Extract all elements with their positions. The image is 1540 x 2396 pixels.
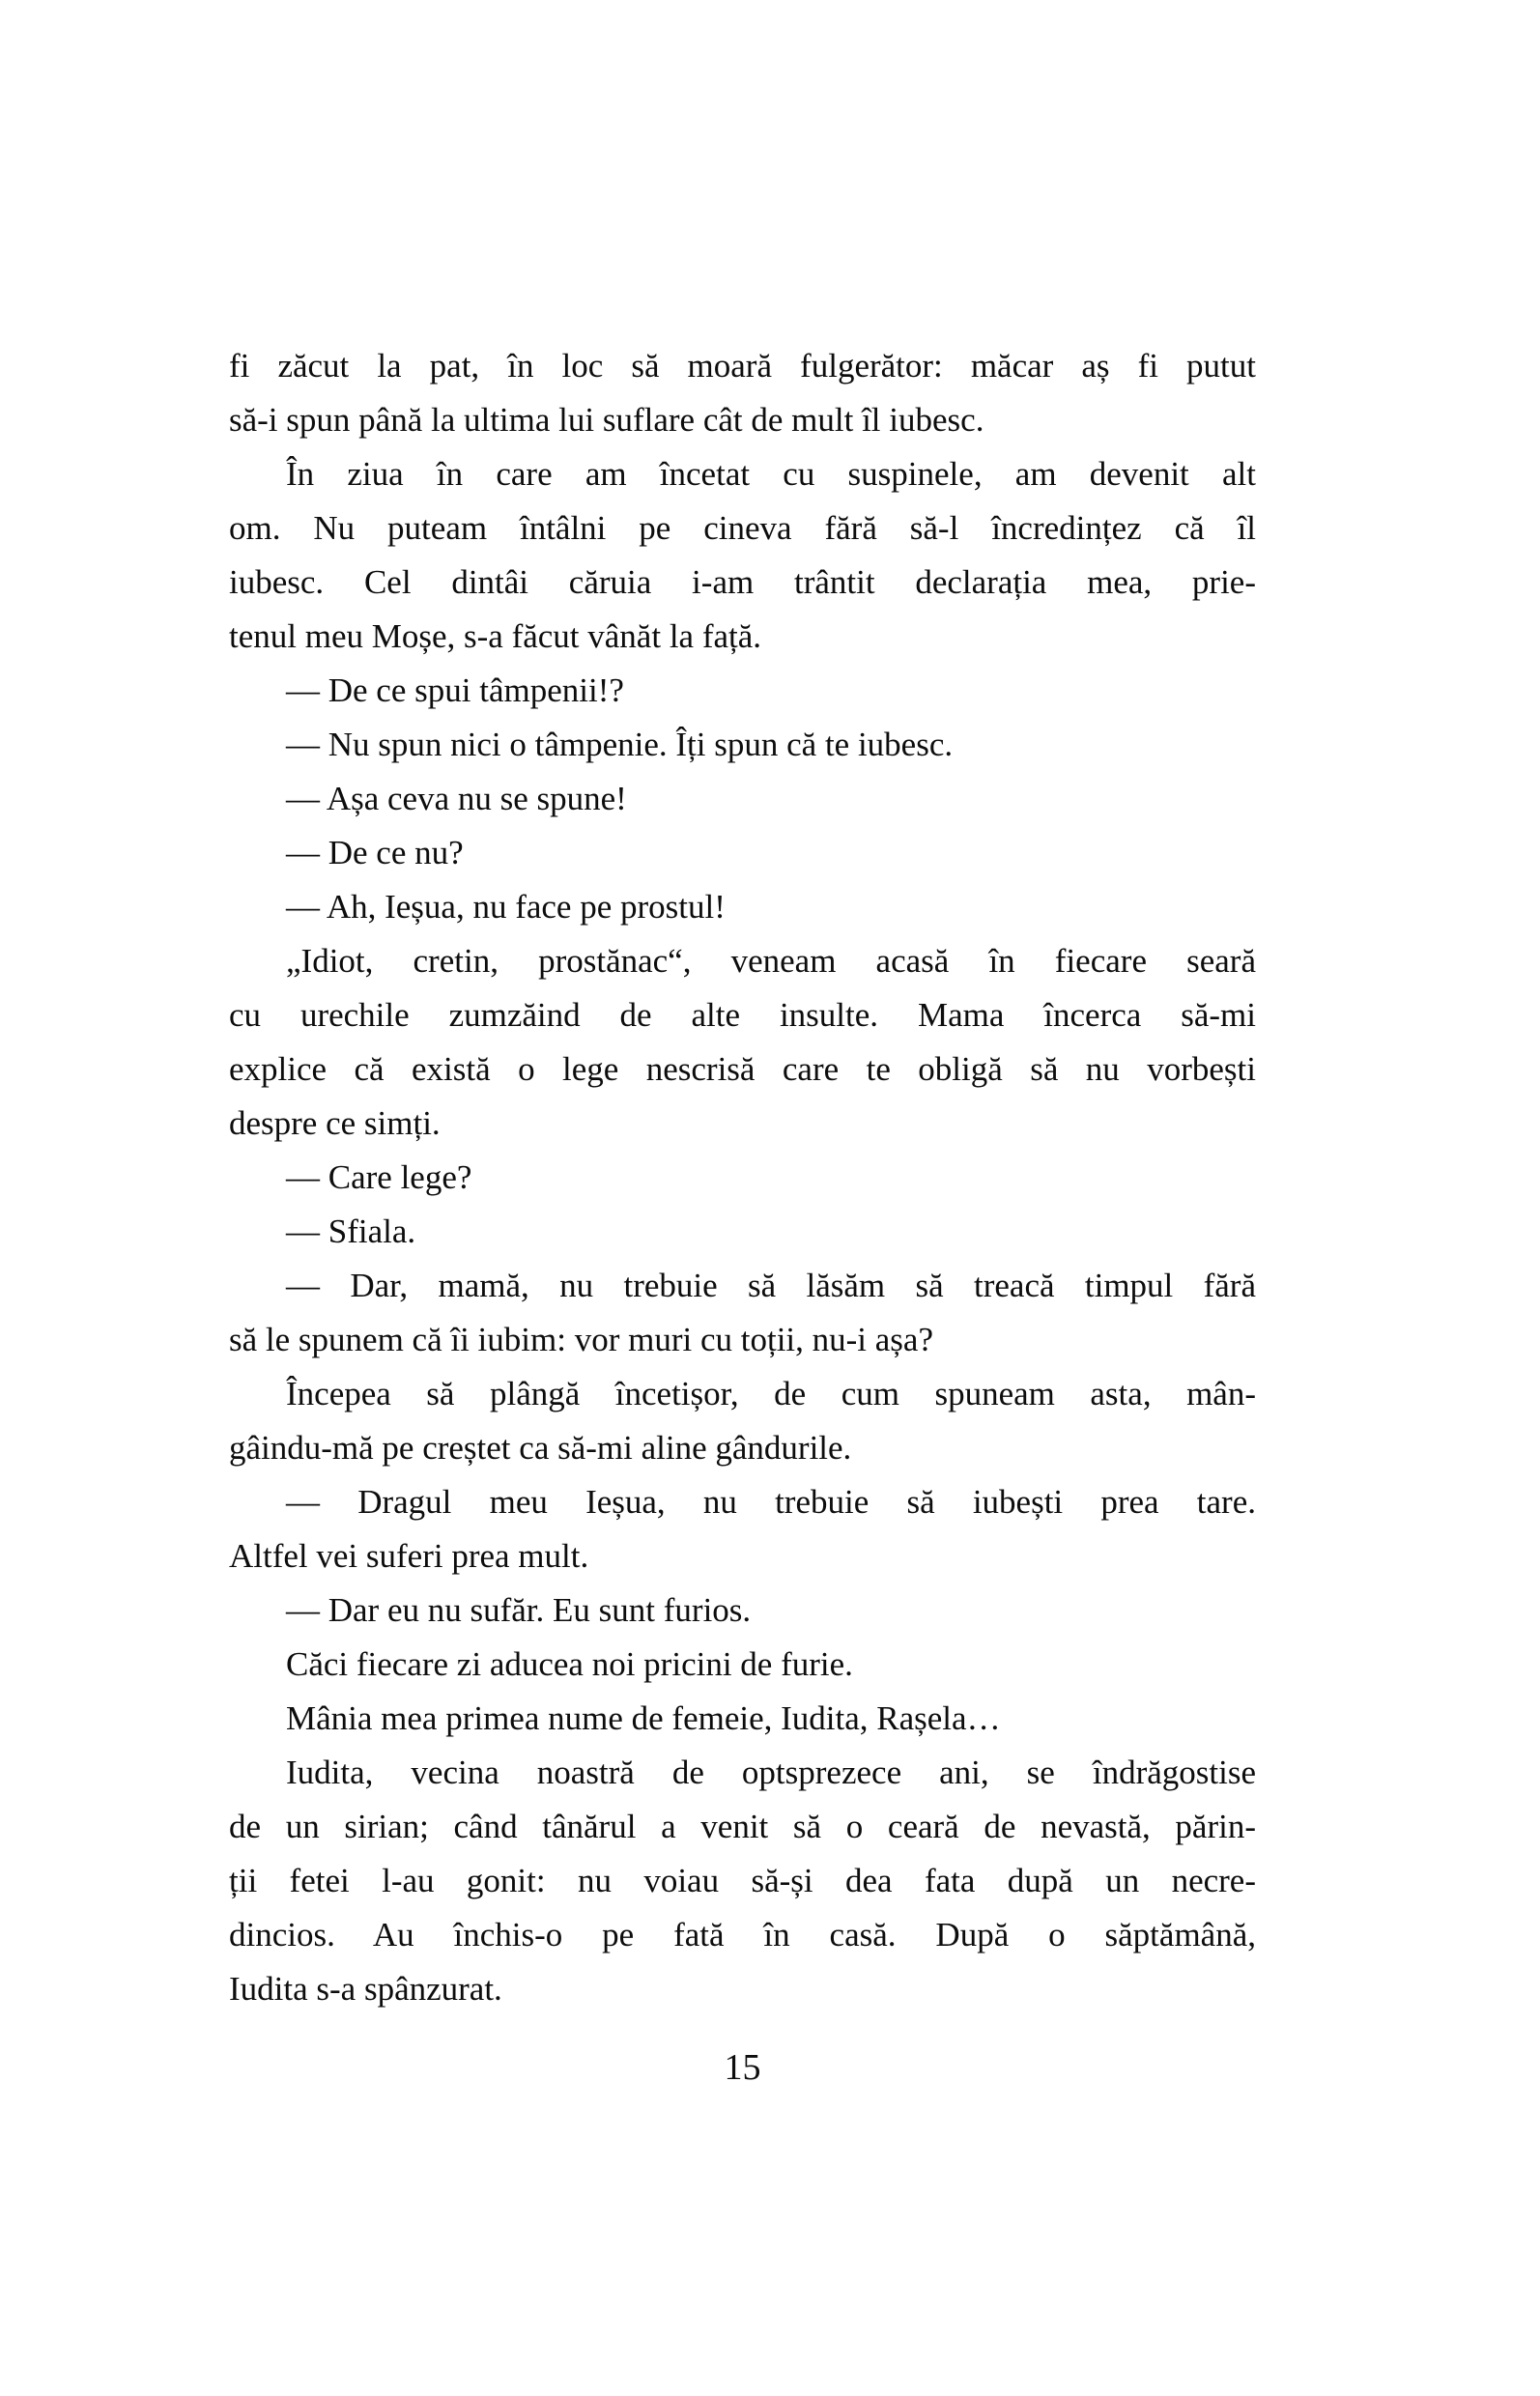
body-line: Altfel vei suferi prea mult. [229,1537,589,1575]
body-line: să le spunem că îi iubim: vor muri cu toții, nu-i așa? [229,1321,934,1358]
body-line-dialogue: — Dar eu nu sufăr. Eu sunt furios. [286,1591,752,1629]
body-line: cu urechile zumzăind de alte insulte. Mama încerca să-mi [229,996,1256,1034]
body-line: fi zăcut la pat, în loc să moară fulgerător: măcar aș fi putut [229,347,1256,385]
body-line-dialogue: — De ce spui tâmpenii!? [286,671,624,709]
body-line-dialogue: — Dragul meu Ieșua, nu trebuie să iubești prea tare. [286,1483,1256,1521]
body-line: explice că există o lege nescrisă care te obligă să nu vorbești [229,1050,1256,1088]
body-line: Căci fiecare zi aducea noi pricini de furie. [286,1645,853,1683]
body-line: „Idiot, cretin, prostănac“, veneam acasă în fiecare seară [286,942,1256,980]
body-line-dialogue: — De ce nu? [286,834,464,871]
body-line: Iudita, vecina noastră de optsprezece ani, se îndrăgostise [286,1754,1256,1791]
body-line: Începea să plângă încetișor, de cum spuneam asta, mân- [286,1375,1256,1412]
body-line: om. Nu puteam întâlni pe cineva fără să-l încredințez că îl [229,509,1256,547]
body-line-dialogue: — Dar, mamă, nu trebuie să lăsăm să treacă timpul fără [286,1267,1256,1304]
body-line: Iudita s-a spânzurat. [229,1970,502,2008]
body-line: iubesc. Cel dintâi căruia i-am trântit declarația mea, prie- [229,563,1256,601]
body-line-dialogue: — Ah, Ieșua, nu face pe prostul! [286,888,726,926]
page-number: 15 [724,2047,761,2088]
body-line: Mânia mea primea nume de femeie, Iudita, Rașela… [286,1699,1001,1737]
body-line: despre ce simți. [229,1104,441,1142]
body-line-dialogue: — Care lege? [286,1158,472,1196]
text-block [229,339,1256,2016]
body-line-dialogue: — Nu spun nici o tâmpenie. Îți spun că te iubesc. [286,726,954,763]
body-line-dialogue: — Așa ceva nu se spune! [286,780,627,817]
body-line: dincios. Au închis-o pe fată în casă. După o săptămână, [229,1916,1256,1954]
body-line: ții fetei l-au gonit: nu voiau să-și dea fata după un necre- [229,1862,1256,1899]
body-line: În ziua în care am încetat cu suspinele, am devenit alt [286,455,1256,493]
body-line: de un sirian; când tânărul a venit să o ceară de nevastă, părin- [229,1808,1256,1845]
body-line: să-i spun până la ultima lui suflare cât de mult îl iubesc. [229,401,984,439]
body-line: tenul meu Moșe, s-a făcut vânăt la față. [229,617,762,655]
body-line-dialogue: — Sfiala. [286,1212,416,1250]
body-line: gâindu-mă pe creștet ca să-mi aline gândurile. [229,1429,852,1467]
